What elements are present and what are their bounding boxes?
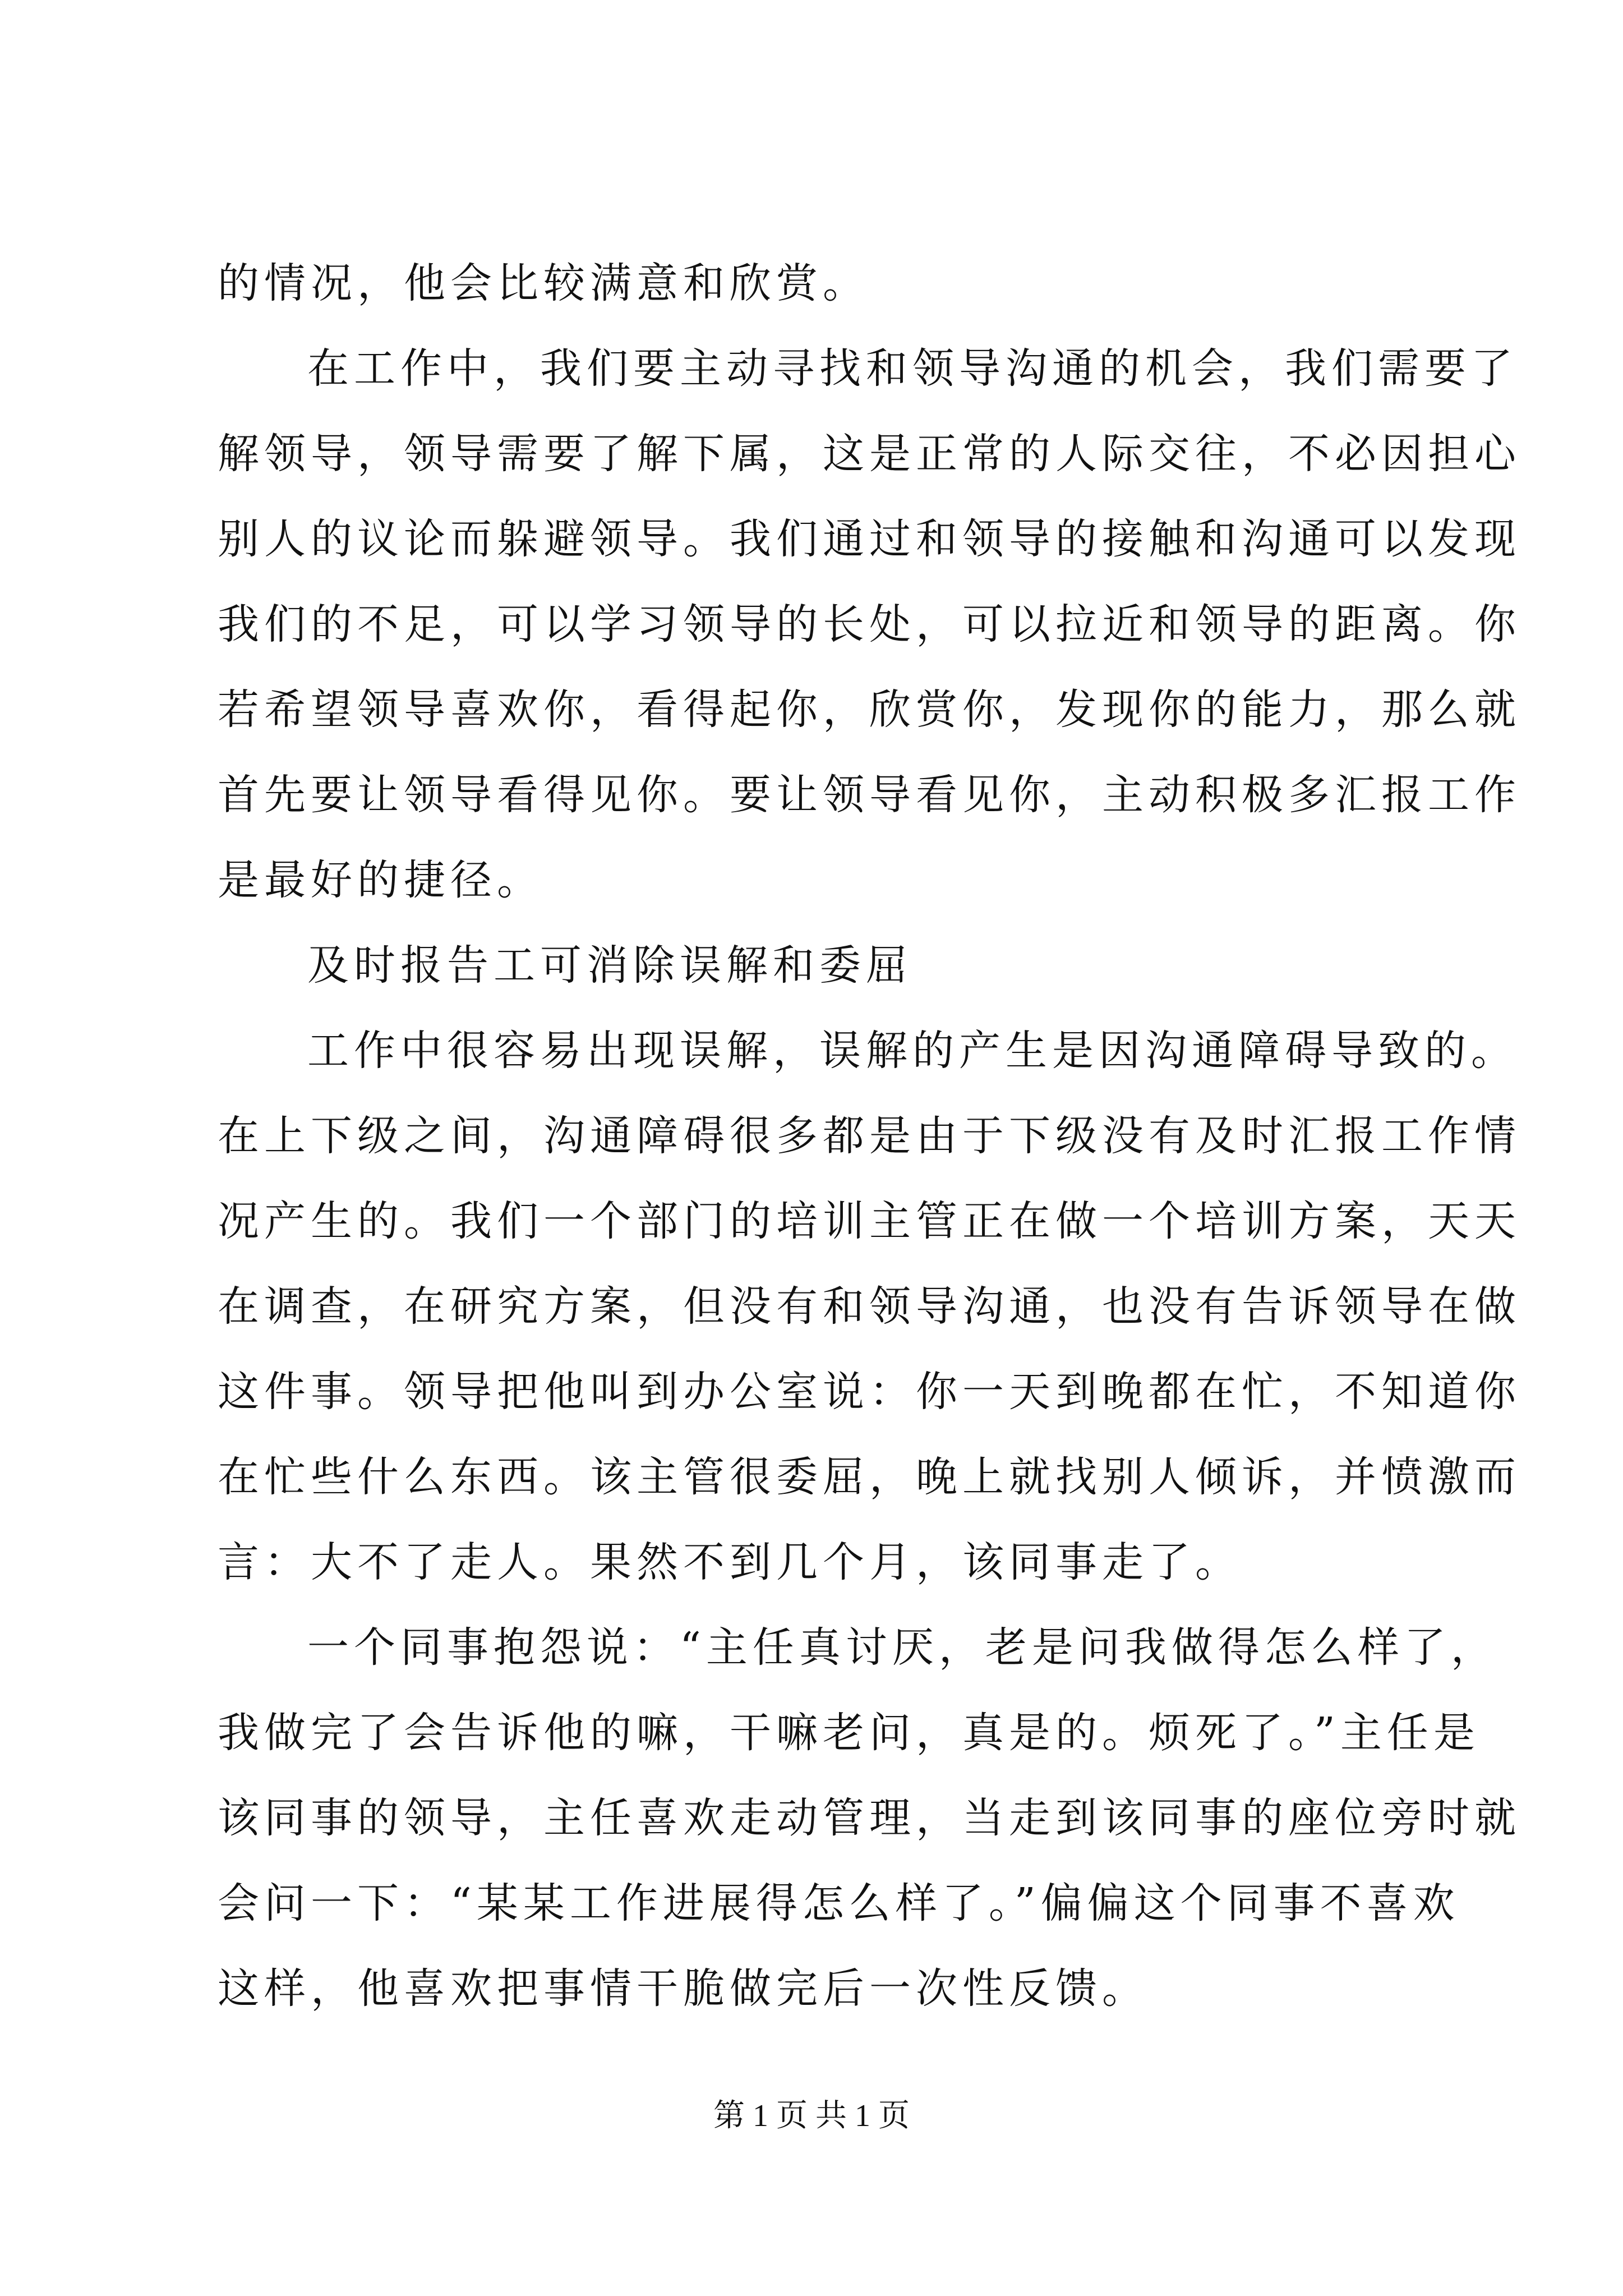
body-line-15: 在忙些什么东西。该主管很委屈，晚上就找别人倾诉，并愤激而 bbox=[218, 1453, 1521, 1501]
body-line-3: 解领导，领导需要了解下属，这是正常的人际交往，不必因担心 bbox=[218, 430, 1521, 478]
section-heading: 及时报告工可消除误解和委屈 bbox=[307, 941, 912, 990]
body-line-2: 在工作中，我们要主动寻找和领导沟通的机会，我们需要了 bbox=[307, 344, 1518, 393]
body-line-5: 我们的不足，可以学习领导的长处，可以拉近和领导的距离。你 bbox=[218, 600, 1521, 648]
body-line-19: 该同事的领导，主任喜欢走动管理，当走到该同事的座位旁时就 bbox=[218, 1794, 1521, 1842]
body-line-7: 首先要让领导看得见你。要让领导看见你，主动积极多汇报工作 bbox=[218, 771, 1521, 819]
body-line-10: 工作中很容易出现误解，误解的产生是因沟通障碍导致的。 bbox=[307, 1027, 1518, 1075]
body-line-6: 若希望领导喜欢你，看得起你，欣赏你，发现你的能力，那么就 bbox=[218, 685, 1521, 734]
body-line-16: 言：大不了走人。果然不到几个月，该同事走了。 bbox=[218, 1538, 1242, 1586]
body-line-14: 这件事。领导把他叫到办公室说：你一天到晚都在忙，不知道你 bbox=[218, 1368, 1521, 1416]
body-line-20: 会问一下：“某某工作进展得怎么样了。”偏偏这个同事不喜欢 bbox=[218, 1879, 1460, 1927]
body-line-12: 况产生的。我们一个部门的培训主管正在做一个培训方案，天天 bbox=[218, 1197, 1521, 1245]
body-line-11: 在上下级之间，沟通障碍很多都是由于下级没有及时汇报工作情 bbox=[218, 1112, 1521, 1160]
body-line-1: 的情况，他会比较满意和欣赏。 bbox=[218, 259, 869, 307]
body-line-18: 我做完了会告诉他的嘛，干嘛老问，真是的。烦死了。”主任是 bbox=[218, 1709, 1480, 1757]
body-line-4: 别人的议论而躲避领导。我们通过和领导的接触和沟通可以发现 bbox=[218, 515, 1521, 563]
body-line-13: 在调查，在研究方案，但没有和领导沟通，也没有告诉领导在做 bbox=[218, 1282, 1521, 1331]
body-line-8: 是最好的捷径。 bbox=[218, 856, 543, 904]
page-number-footer: 第 1 页 共 1 页 bbox=[713, 2099, 910, 2133]
body-line-17: 一个同事抱怨说：“主任真讨厌，老是问我做得怎么样了， bbox=[307, 1623, 1497, 1672]
body-line-21: 这样，他喜欢把事情干脆做完后一次性反馈。 bbox=[218, 1964, 1149, 2013]
